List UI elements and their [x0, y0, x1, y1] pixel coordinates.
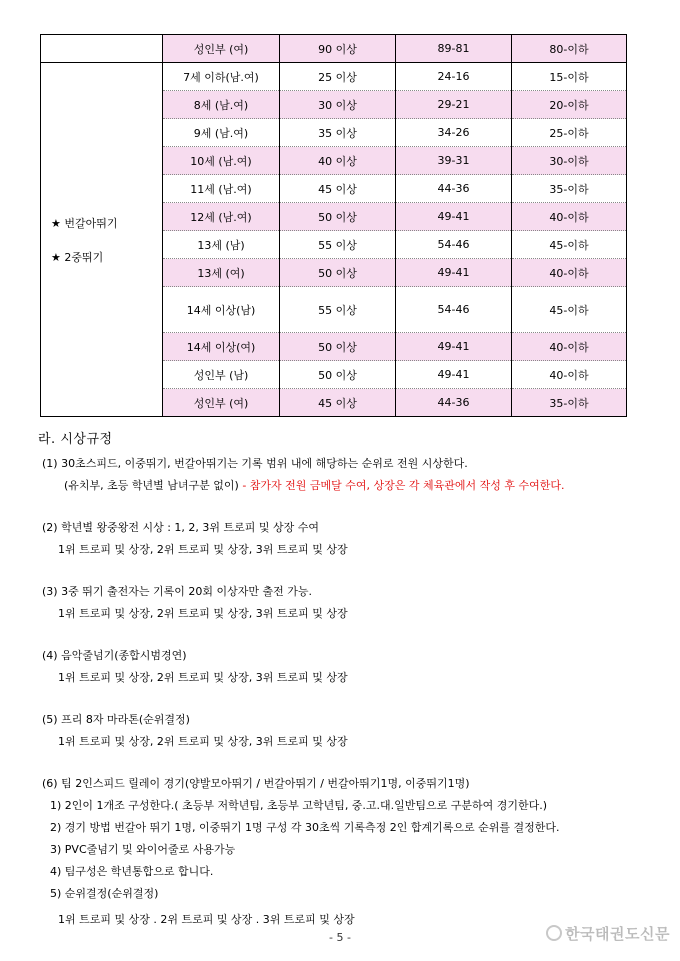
- score-cell: 35-이하: [512, 175, 627, 203]
- event-label-double: ★ 2중뛰기: [51, 250, 104, 264]
- event-label-alternate: ★ 번갈아뛰기: [51, 216, 118, 230]
- score-cell: 50 이상: [280, 259, 396, 287]
- score-cell: 55 이상: [280, 231, 396, 259]
- score-cell: 49-41: [396, 361, 512, 389]
- score-table-container: [40, 34, 626, 417]
- score-cell: 54-46: [396, 287, 512, 333]
- event-group-label: [41, 63, 163, 417]
- score-cell: 25 이상: [280, 63, 396, 91]
- score-cell: 30 이상: [280, 91, 396, 119]
- rule-4-awards: 1위 트로피 및 상장, 2위 트로피 및 상장, 3위 트로피 및 상장: [58, 671, 348, 684]
- score-cell: 24-16: [396, 63, 512, 91]
- rule-6-item-1: 1) 2인이 1개조 구성한다.( 초등부 저학년팀, 초등부 고학년팀, 중.고.대.일반팀으로 구분하여 경기한다.): [50, 799, 548, 812]
- score-cell: 49-41: [396, 259, 512, 287]
- table-row: [41, 35, 627, 63]
- score-cell: 44-36: [396, 389, 512, 417]
- rule-6: (6) 팀 2인스피드 릴레이 경기(양발모아뛰기 / 번갈아뛰기 / 번갈아뛰기1명, 이중뛰기1명): [42, 777, 470, 790]
- score-cell: 40 이상: [280, 147, 396, 175]
- category-cell: 성인부 (남): [163, 361, 280, 389]
- score-cell: 50 이상: [280, 361, 396, 389]
- category-cell: 8세 (남.여): [163, 91, 280, 119]
- section-heading: 라. 시상규정: [38, 432, 113, 447]
- rule-4: (4) 음악줄넘기(종합시범경연): [42, 649, 187, 662]
- watermark: [546, 923, 670, 944]
- category-cell: 성인부 (여): [163, 389, 280, 417]
- rule-1: (1) 30초스피드, 이중뛰기, 번갈아뛰기는 기록 범위 내에 해당하는 순위로 전원 시상한다.: [42, 457, 468, 470]
- score-cell: 39-31: [396, 147, 512, 175]
- category-cell: 13세 (여): [163, 259, 280, 287]
- rule-3-awards: 1위 트로피 및 상장, 2위 트로피 및 상장, 3위 트로피 및 상장: [58, 607, 348, 620]
- score-cell: 54-46: [396, 231, 512, 259]
- rule-6-item-5: 5) 순위결정(순위결정): [50, 887, 159, 900]
- score-cell: 45-이하: [512, 231, 627, 259]
- rule-2-awards: 1위 트로피 및 상장, 2위 트로피 및 상장, 3위 트로피 및 상장: [58, 543, 348, 556]
- score-cell: 34-26: [396, 119, 512, 147]
- score-cell: 89-81: [396, 35, 512, 63]
- blank-cell: [41, 35, 163, 63]
- score-cell: 20-이하: [512, 91, 627, 119]
- score-cell: 44-36: [396, 175, 512, 203]
- score-cell: 45 이상: [280, 389, 396, 417]
- watermark-text: 한국태권도신문: [565, 925, 670, 943]
- award-rules-section: [38, 428, 658, 931]
- score-cell: 90 이상: [280, 35, 396, 63]
- category-cell: 11세 (남.여): [163, 175, 280, 203]
- score-cell: 49-41: [396, 333, 512, 361]
- score-cell: 80-이하: [512, 35, 627, 63]
- score-cell: 15-이하: [512, 63, 627, 91]
- score-cell: 30-이하: [512, 147, 627, 175]
- score-cell: 25-이하: [512, 119, 627, 147]
- category-cell: 13세 (남): [163, 231, 280, 259]
- score-cell: 45-이하: [512, 287, 627, 333]
- rule-6-awards: 1위 트로피 및 상장 . 2위 트로피 및 상장 . 3위 트로피 및 상장: [58, 913, 355, 926]
- score-cell: 45 이상: [280, 175, 396, 203]
- table-row: [41, 63, 627, 91]
- watermark-logo-icon: [546, 925, 562, 941]
- category-cell: 9세 (남.여): [163, 119, 280, 147]
- score-table: [40, 34, 627, 417]
- category-cell: 성인부 (여): [163, 35, 280, 63]
- score-cell: 40-이하: [512, 203, 627, 231]
- rule-1-note: [38, 475, 658, 497]
- rule-1-note-text: (유치부, 초등 학년별 남녀구분 없이): [64, 479, 239, 492]
- score-cell: 50 이상: [280, 203, 396, 231]
- score-cell: 29-21: [396, 91, 512, 119]
- category-cell: 7세 이하(남.여): [163, 63, 280, 91]
- category-cell: 10세 (남.여): [163, 147, 280, 175]
- category-cell: 12세 (남.여): [163, 203, 280, 231]
- rule-5: (5) 프리 8자 마라톤(순위결정): [42, 713, 190, 726]
- category-cell: 14세 이상(남): [163, 287, 280, 333]
- category-cell: 14세 이상(여): [163, 333, 280, 361]
- score-cell: 35-이하: [512, 389, 627, 417]
- score-cell: 40-이하: [512, 333, 627, 361]
- score-cell: 40-이하: [512, 361, 627, 389]
- rule-1-note-highlight: - 참가자 전원 금메달 수여, 상장은 각 체육관에서 작성 후 수여한다.: [238, 479, 565, 492]
- rule-3: (3) 3중 뛰기 출전자는 기록이 20회 이상자만 출전 가능.: [42, 585, 312, 598]
- score-cell: 49-41: [396, 203, 512, 231]
- rule-6-item-4: 4) 팀구성은 학년통합으로 합니다.: [50, 865, 214, 878]
- rule-6-item-2: 2) 경기 방법 번갈아 뛰기 1명, 이중뛰기 1명 구성 각 30초씩 기록측정 2인 합계기록으로 순위를 결정한다.: [50, 821, 560, 834]
- page-number: - 5 -: [329, 931, 351, 944]
- score-cell: 55 이상: [280, 287, 396, 333]
- score-cell: 40-이하: [512, 259, 627, 287]
- rule-6-item-3: 3) PVC줄넘기 및 와이어줄로 사용가능: [50, 843, 236, 856]
- score-cell: 50 이상: [280, 333, 396, 361]
- rule-5-awards: 1위 트로피 및 상장, 2위 트로피 및 상장, 3위 트로피 및 상장: [58, 735, 348, 748]
- score-cell: 35 이상: [280, 119, 396, 147]
- rule-2: (2) 학년별 왕중왕전 시상 : 1, 2, 3위 트로피 및 상장 수여: [42, 521, 320, 534]
